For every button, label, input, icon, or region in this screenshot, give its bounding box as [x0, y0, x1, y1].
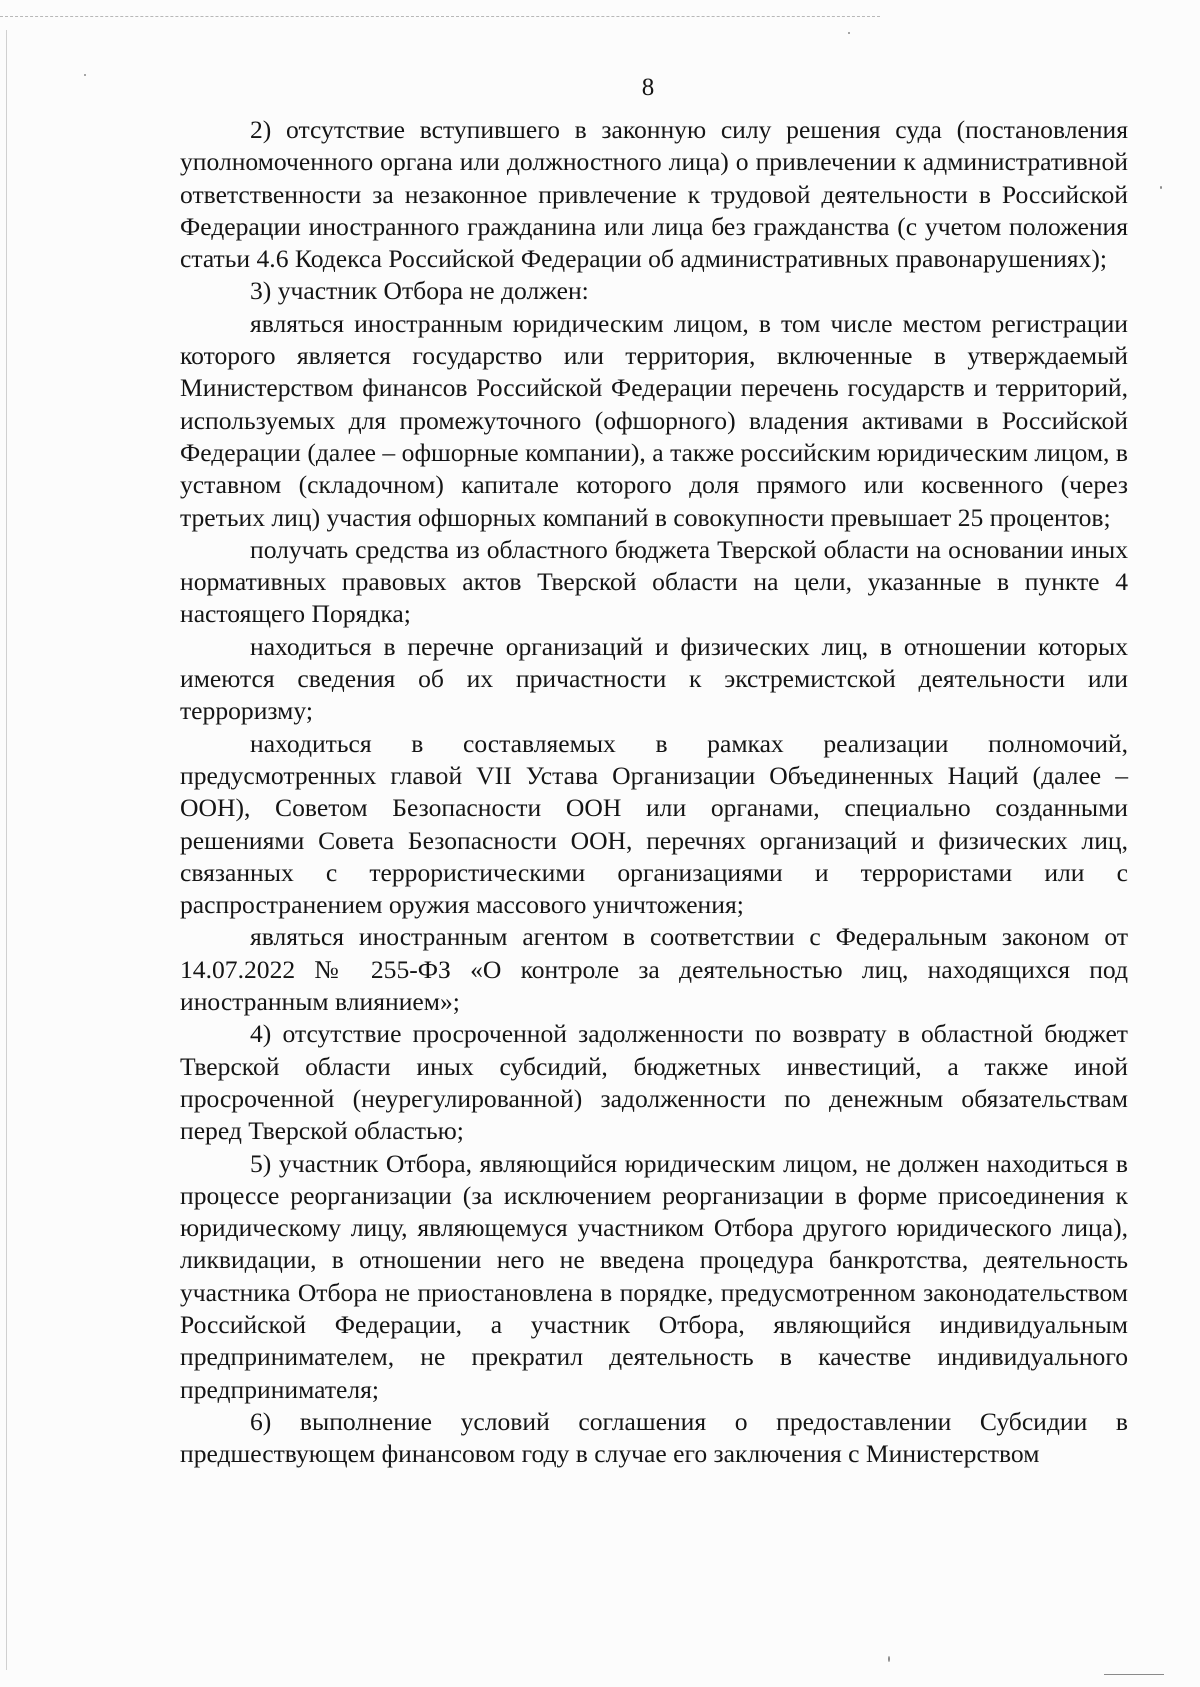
paragraph-item-3: 3) участник Отбора не должен:: [250, 276, 589, 306]
scan-speck: [888, 1656, 890, 1662]
scan-speck: [1104, 1674, 1164, 1675]
scan-left-edge: [6, 30, 7, 1670]
paragraph-foreign-entity: являться иностранным юридическим лицом, в том числе местом регистрации которого является государство или территория, включенные в утверждаемый Министерством финансов Российской Федерации перечень государств и территорий, используемых для промежуточного (офшорного) владения активами в Российской Федерации (далее – офшорные компании), а также российским юридическим лицом, в уставном (складочном) капитале которого доля прямого или косвенного (через третьих лиц) участия офшорных компаний в совокупности превышает 25 процентов;: [180, 308, 1128, 532]
paragraph-item-6: 6) выполнение условий соглашения о предоставлении Субсидии в предшествующем финансовом году в случае его заключения с Министерством: [180, 1406, 1128, 1469]
paragraph-un-lists: находиться в составляемых в рамках реализации полномочий, предусмотренных главой VII Устава Организации Объединенных Наций (далее – ООН), Советом Безопасности ООН или органами, специально созданными решениями Совета Безопасности ООН, перечнях организаций и физических лиц, связанных с террористическими организациями и террористами или с распространением оружия массового уничтожения;: [180, 728, 1128, 920]
paragraph-item-5: 5) участник Отбора, являющийся юридическим лицом, не должен находиться в процессе реорганизации (за исключением реорганизации в форме присоединения к юридическому лицу, являющемуся участником Отбора другого юридического лица), ликвидации, в отношении него не введена процедура банкротства, деятельность участника Отбора не приостановлена в порядке, предусмотренном законодательством Российской Федерации, а участник Отбора, являющийся индивидуальным предпринимателем, не прекратил деятельность в качестве индивидуального предпринимателя;: [180, 1148, 1128, 1404]
paragraph-extremism-list: находиться в перечне организаций и физических лиц, в отношении которых имеются сведения об их причастности к экстремистской деятельности или терроризму;: [180, 631, 1128, 726]
scan-speck: [848, 32, 850, 34]
paragraph-foreign-agent: являться иностранным агентом в соответствии с Федеральным законом от 14.07.2022 № 255-ФЗ «О контроле за деятельностью лиц, находящихся под иностранным влиянием»;: [180, 922, 1128, 1017]
paragraph-budget-funds: получать средства из областного бюджета Тверской области на основании иных нормативных правовых актов Тверской области на цели, указанные в пункте 4 настоящего Порядка;: [180, 534, 1128, 629]
page-number: 8: [641, 74, 655, 101]
scan-top-edge: [0, 16, 880, 17]
paragraph-item-4: 4) отсутствие просроченной задолженности по возврату в областной бюджет Тверской области иных субсидий, бюджетных инвестиций, а также иной просроченной (неурегулированной) задолженности по денежным обязательствам перед Тверской областью;: [180, 1019, 1128, 1146]
scan-speck: [1160, 186, 1162, 189]
document-body: [180, 114, 1128, 1470]
paragraph-item-2: 2) отсутствие вступившего в законную силу решения суда (постановления уполномоченного органа или должностного лица) о привлечении к административной ответственности за незаконное привлечение к трудовой деятельности в Российской Федерации иностранного гражданина или лица без гражданства (с учетом положения статьи 4.6 Кодекса Российской Федерации об административных правонарушениях);: [180, 115, 1128, 274]
